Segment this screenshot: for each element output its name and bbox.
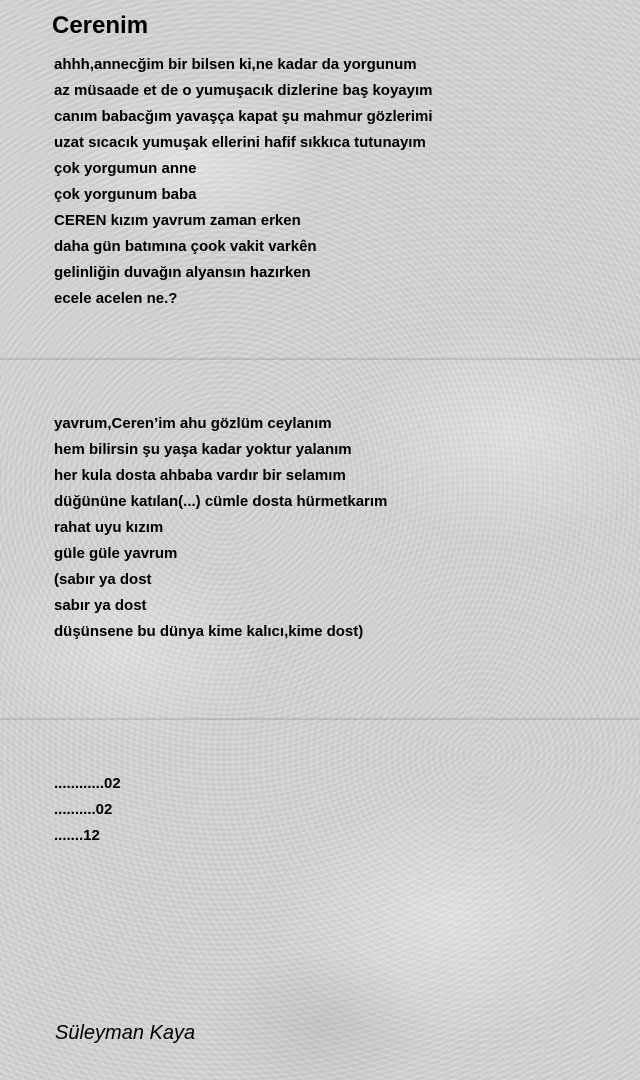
poem-line: ecele acelen ne.? [54,290,178,307]
poem-line: .......12 [54,827,100,844]
poem-line: hem bilirsin şu yaşa kadar yoktur yalanım [54,441,352,458]
section-divider [0,358,640,360]
stanza-1 [54,52,433,312]
poem-line: güle güle yavrum [54,545,178,562]
author-name: Süleyman Kaya [55,1022,196,1044]
poem-line: daha gün batımına çook vakit varkên [54,238,317,255]
poem-line: düğününe katılan(...) cümle dosta hürmetkarım [54,493,388,510]
poem-line: her kula dosta ahbaba vardır bir selamım [54,467,346,484]
section-divider [0,718,640,720]
stanza-3 [54,771,121,849]
stanza-2 [54,411,387,645]
poem-line: canım babacğım yavaşça kapat şu mahmur gözlerimi [54,108,433,125]
poem-line: az müsaade et de o yumuşacık dizlerine baş koyayım [54,82,433,99]
poem-line: çok yorgumun anne [54,160,197,177]
poem-line: çok yorgunum baba [54,186,197,203]
poem-line: rahat uyu kızım [54,519,164,536]
poem-line: (sabır ya dost [54,571,152,588]
poem-line: ahhh,annecğim bir bilsen ki,ne kadar da yorgunum [54,56,417,73]
poem-title: Cerenim [52,12,149,39]
poem-line: uzat sıcacık yumuşak ellerini hafif sıkkıca tutunayım [54,134,426,151]
poem-line: sabır ya dost [54,597,147,614]
poem-line: ..........02 [54,801,113,818]
poem-line: gelinliğin duvağın alyansın hazırken [54,264,311,281]
poem-line: CEREN kızım yavrum zaman erken [54,212,301,229]
poem-line: yavrum,Ceren’im ahu gözlüm ceylanım [54,415,332,432]
poem-line: düşünsene bu dünya kime kalıcı,kime dost) [54,623,364,640]
poem-line: ............02 [54,775,121,792]
